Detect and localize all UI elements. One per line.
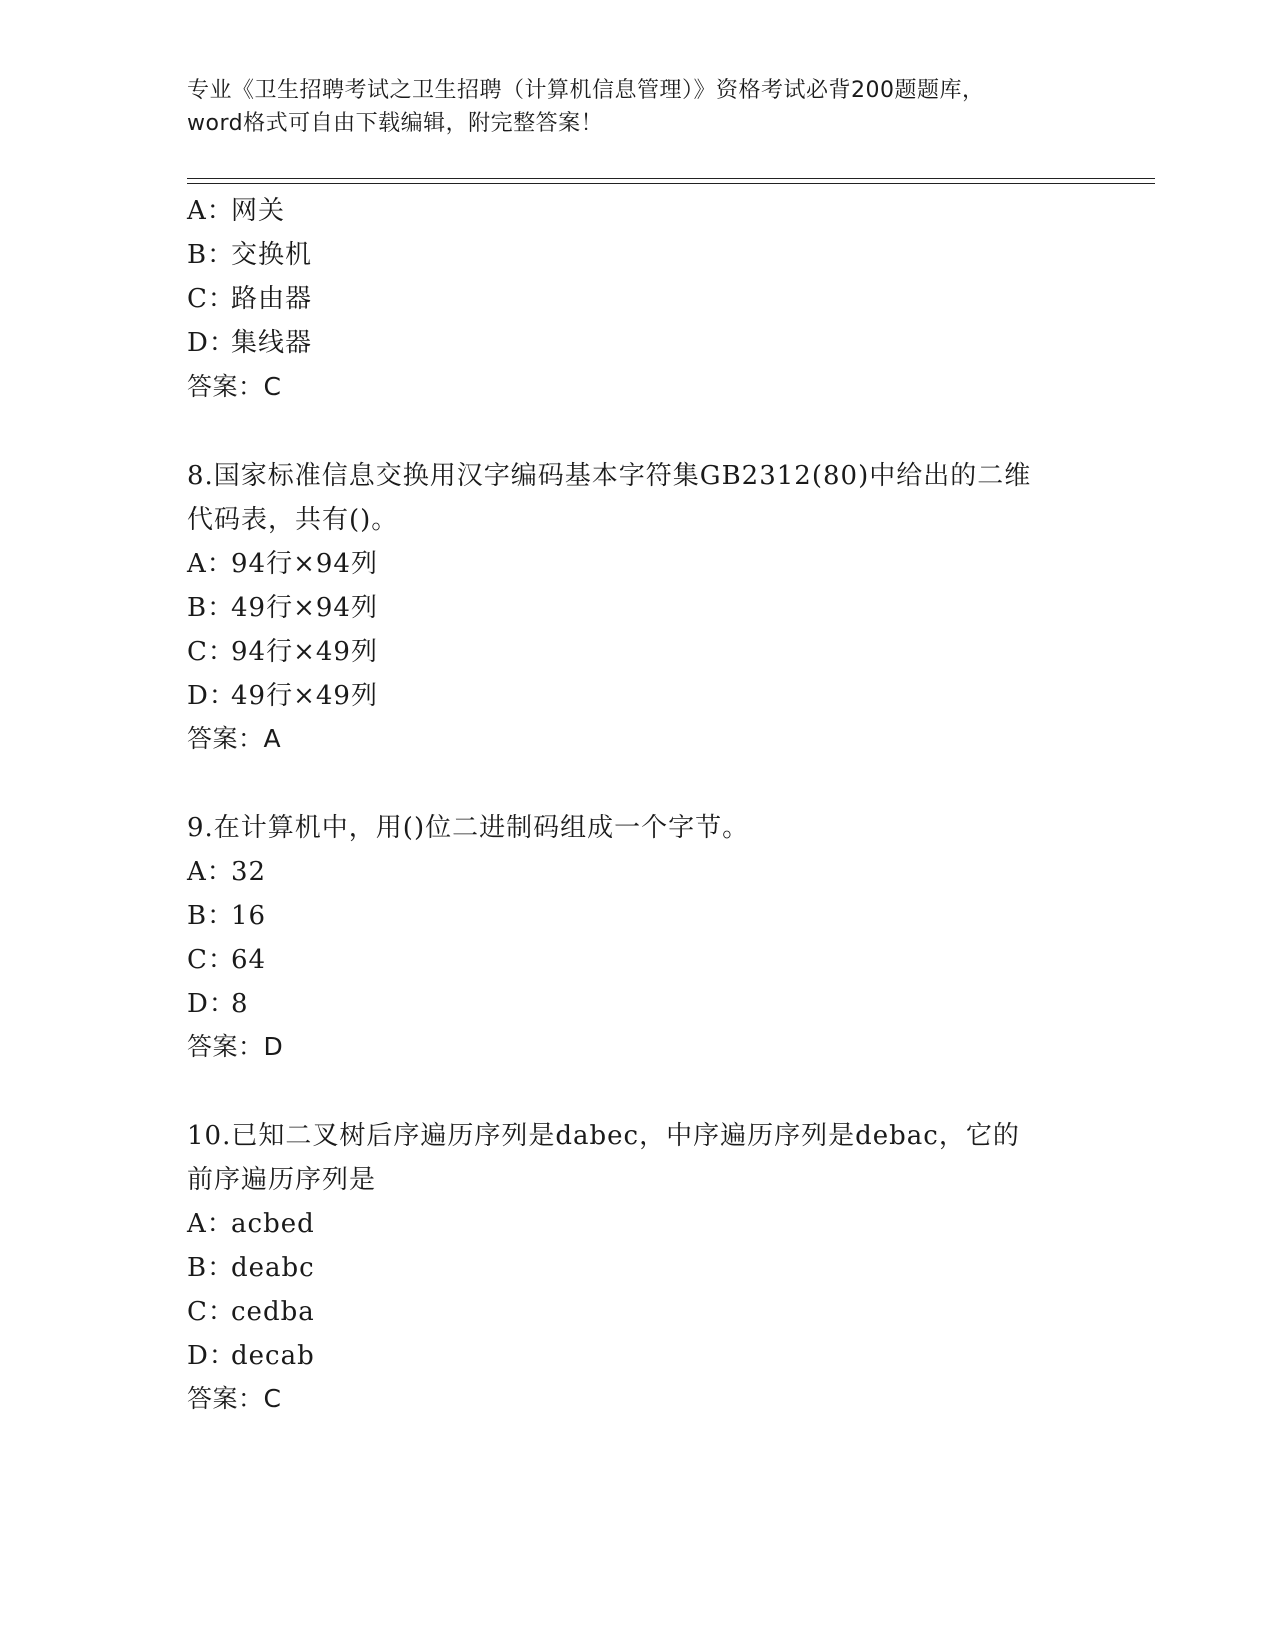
option-text: 16 (231, 901, 267, 931)
option-c (187, 939, 266, 976)
option-label: A： (187, 196, 234, 226)
option-a (187, 851, 266, 888)
option-label: B： (187, 240, 235, 270)
option-c (187, 1291, 315, 1328)
option-a (187, 543, 378, 580)
option-label: C： (187, 284, 235, 314)
option-text: 集线器 (231, 328, 313, 358)
header-divider-top (187, 178, 1155, 179)
question-stem-line: 代码表，共有()。 (187, 505, 399, 535)
option-label: D： (187, 1341, 236, 1371)
option-text: 路由器 (231, 284, 313, 314)
option-label: D： (187, 989, 236, 1019)
option-c (187, 278, 312, 315)
question-stem-line: 8.国家标准信息交换用汉字编码基本字符集GB2312(80)中给出的二维 (187, 461, 1032, 491)
answer-line: 答案：C (187, 1384, 282, 1413)
option-text: 32 (231, 857, 267, 887)
option-d (187, 675, 378, 712)
question-stem-line: 前序遍历序列是 (187, 1165, 377, 1195)
question-stem-line: 9.在计算机中，用()位二进制码组成一个字节。 (187, 813, 750, 843)
document-header (187, 74, 1087, 140)
option-text: 94行×49列 (231, 637, 378, 667)
option-text: cedba (231, 1297, 315, 1327)
option-label: A： (187, 857, 234, 887)
option-label: C： (187, 1297, 235, 1327)
option-label: B： (187, 593, 235, 623)
option-label: B： (187, 901, 235, 931)
option-label: C： (187, 945, 235, 975)
option-c (187, 631, 378, 668)
option-b (187, 895, 266, 932)
option-text: deabc (231, 1253, 315, 1283)
option-label: A： (187, 1209, 234, 1239)
option-label: C： (187, 637, 235, 667)
answer-line: 答案：A (187, 724, 282, 753)
option-text: decab (231, 1341, 315, 1371)
option-text: 64 (231, 945, 267, 975)
answer-line: 答案：D (187, 1032, 284, 1061)
option-text: 网关 (231, 196, 286, 226)
option-label: B： (187, 1253, 235, 1283)
option-text: 交换机 (231, 240, 313, 270)
option-d (187, 322, 312, 359)
option-b (187, 587, 378, 624)
option-text: 8 (231, 989, 249, 1019)
answer-line: 答案：C (187, 372, 282, 401)
option-text: 49行×94列 (231, 593, 378, 623)
option-text: 94行×94列 (231, 549, 378, 579)
option-a (187, 1203, 315, 1240)
option-b (187, 1247, 315, 1284)
option-d (187, 983, 249, 1020)
header-title-line-2: word格式可自由下载编辑，附完整答案！ (187, 111, 604, 136)
option-b (187, 234, 312, 271)
option-text: acbed (231, 1209, 315, 1239)
option-a (187, 190, 285, 227)
option-text: 49行×49列 (231, 681, 378, 711)
option-label: D： (187, 328, 236, 358)
header-divider-bottom (187, 183, 1155, 184)
option-d (187, 1335, 315, 1372)
option-label: D： (187, 681, 236, 711)
question-stem-line: 10.已知二叉树后序遍历序列是dabec，中序遍历序列是debac，它的 (187, 1121, 1020, 1151)
option-label: A： (187, 549, 234, 579)
header-title-line-1: 专业《卫生招聘考试之卫生招聘（计算机信息管理）》资格考试必背200题题库， (187, 78, 985, 103)
